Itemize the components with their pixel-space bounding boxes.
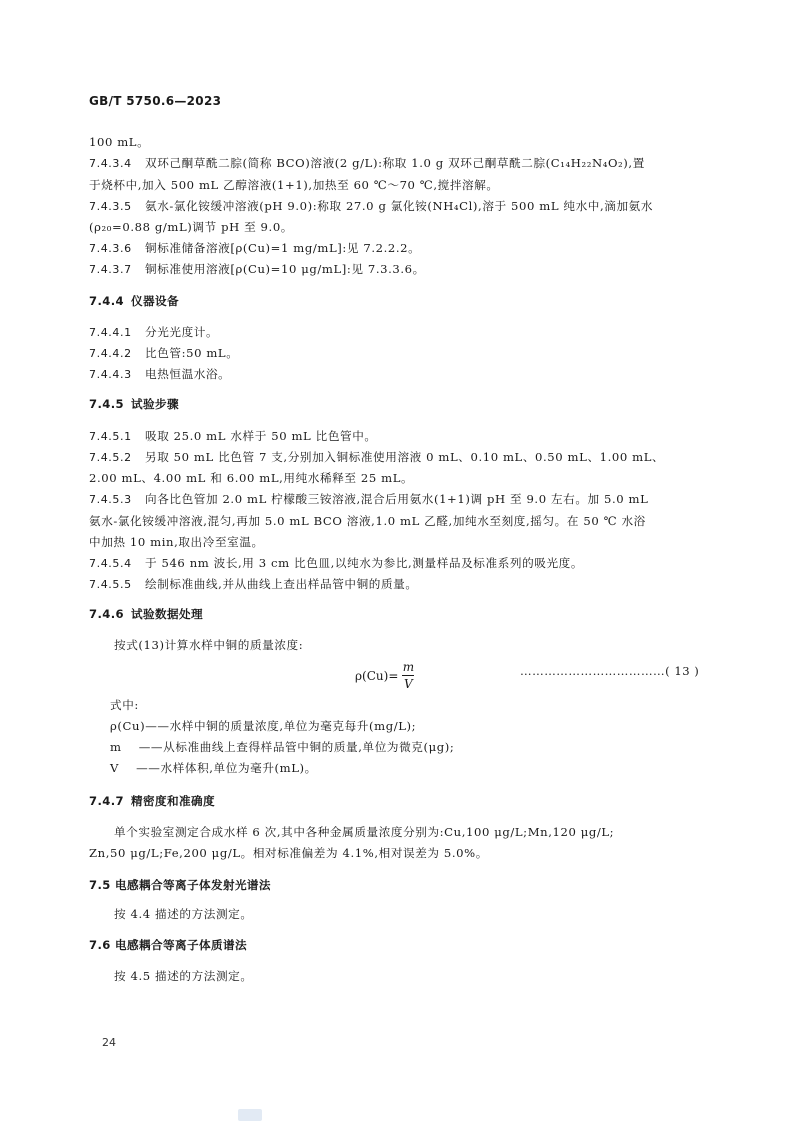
clause-text: 铜标准使用溶液[ρ(Cu)=10 μg/mL]:见 7.3.3.6。	[145, 262, 425, 276]
section-title: 精密度和准确度	[131, 794, 215, 808]
reagent-7435-line2: (ρ₂₀=0.88 g/mL)调节 pH 至 9.0。	[89, 220, 293, 234]
clause-number: 7.4.3.6	[89, 242, 132, 255]
section-number: 7.5	[89, 878, 111, 892]
step-7453-line3: 中加热 10 min,取出冷至室温。	[89, 535, 264, 549]
calc-intro: 按式(13)计算水样中铜的质量浓度:	[114, 638, 304, 652]
step-7451	[89, 428, 377, 444]
clause-text: 向各比色管加 2.0 mL 柠檬酸三铵溶液,混合后用氨水(1+1)调 pH 至 9.0 左右。加 5.0 mL	[145, 492, 649, 506]
section-number: 7.4.7	[89, 794, 125, 808]
formula-fraction	[402, 660, 414, 691]
reagent-7434-line1	[89, 155, 645, 171]
formula-numerator: m	[402, 660, 415, 674]
clause-number: 7.4.5.1	[89, 430, 132, 443]
section-title: 仪器设备	[131, 294, 179, 308]
step-7455	[89, 576, 418, 592]
section-76-text: 按 4.5 描述的方法测定。	[114, 969, 253, 983]
section-heading-747	[89, 793, 215, 809]
formula-lhs: ρ(Cu)=	[355, 668, 399, 683]
section-heading-76	[89, 937, 247, 953]
section-number: 7.4.6	[89, 607, 125, 621]
clause-text: 于 546 nm 波长,用 3 cm 比色皿,以纯水为参比,测量样品及标准系列的吸光度。	[145, 556, 584, 570]
reagent-7434-line2: 于烧杯中,加入 500 mL 乙醇溶液(1+1),加热至 60 ℃～70 ℃,搅拌溶解。	[89, 178, 499, 192]
step-7452-line2: 2.00 mL、4.00 mL 和 6.00 mL,用纯水稀释至 25 mL。	[89, 471, 414, 485]
instrument-7443	[89, 366, 230, 382]
definition-rho: ρ(Cu)——水样中铜的质量浓度,单位为毫克每升(mg/L);	[110, 719, 417, 733]
step-7454	[89, 555, 583, 571]
clause-number: 7.4.4.2	[89, 347, 132, 360]
clause-number: 7.4.5.3	[89, 493, 132, 506]
fraction-bar	[402, 675, 414, 676]
precision-line2: Zn,50 μg/L;Fe,200 μg/L。相对标准偏差为 4.1%,相对误差为 5.0%。	[89, 846, 488, 860]
clause-number: 7.4.3.7	[89, 263, 132, 276]
section-number: 7.4.4	[89, 294, 125, 308]
step-7453-line1	[89, 491, 648, 507]
clause-text: 吸取 25.0 mL 水样于 50 mL 比色管中。	[145, 429, 377, 443]
clause-number: 7.4.4.3	[89, 368, 132, 381]
clause-number: 7.4.5.4	[89, 557, 132, 570]
clause-text: 比色管:50 mL。	[145, 346, 239, 360]
clause-text: 电热恒温水浴。	[145, 367, 231, 381]
section-heading-744	[89, 293, 179, 309]
section-heading-75	[89, 877, 271, 893]
section-number: 7.4.5	[89, 397, 125, 411]
where-label: 式中:	[110, 698, 139, 712]
clause-text: 分光光度计。	[145, 325, 219, 339]
instrument-7442	[89, 345, 238, 361]
clause-number: 7.4.3.5	[89, 200, 132, 213]
section-heading-745	[89, 396, 179, 412]
reagent-7435-line1	[89, 198, 653, 214]
section-number: 7.6	[89, 938, 111, 952]
section-75-text: 按 4.4 描述的方法测定。	[114, 907, 253, 921]
equation-number: ………………………………( 13 )	[520, 664, 700, 678]
section-title: 电感耦合等离子体发射光谱法	[115, 878, 271, 892]
definition-v: V ——水样体积,单位为毫升(mL)。	[110, 761, 317, 775]
section-heading-746	[89, 606, 203, 622]
clause-text: 另取 50 mL 比色管 7 支,分别加入铜标准使用溶液 0 mL、0.10 mL、0.50 mL、1.00 mL、	[145, 450, 665, 464]
formula-denominator: V	[404, 677, 413, 691]
section-title: 电感耦合等离子体质谱法	[115, 938, 247, 952]
instrument-7441	[89, 324, 218, 340]
watermark-logo	[238, 1109, 262, 1121]
page-number: 24	[102, 1036, 116, 1049]
standard-header: GB/T 5750.6—2023	[89, 94, 222, 108]
clause-number: 7.4.4.1	[89, 326, 132, 339]
step-7452-line1	[89, 449, 664, 465]
step-7453-line2: 氨水-氯化铵缓冲溶液,混匀,再加 5.0 mL BCO 溶液,1.0 mL 乙醛,加纯水至刻度,摇匀。在 50 ℃ 水浴	[89, 514, 646, 528]
clause-text: 铜标准储备溶液[ρ(Cu)=1 mg/mL]:见 7.2.2.2。	[145, 241, 421, 255]
clause-text: 氨水-氯化铵缓冲溶液(pH 9.0):称取 27.0 g 氯化铵(NH₄Cl),溶于 500 mL 纯水中,滴加氨水	[145, 199, 654, 213]
clause-number: 7.4.5.5	[89, 578, 132, 591]
clause-text: 双环己酮草酰二腙(简称 BCO)溶液(2 g/L):称取 1.0 g 双环己酮草酰二腙(C₁₄H₂₂N₄O₂),置	[145, 156, 645, 170]
continued-line: 100 mL。	[89, 135, 150, 149]
definition-m: m ——从标准曲线上查得样品管中铜的质量,单位为微克(μg);	[110, 740, 455, 754]
formula-13	[355, 660, 414, 691]
reagent-7436	[89, 240, 420, 256]
section-title: 试验数据处理	[131, 607, 203, 621]
clause-number: 7.4.5.2	[89, 451, 132, 464]
precision-line1: 单个实验室测定合成水样 6 次,其中各种金属质量浓度分别为:Cu,100 μg/L;Mn,120 μg/L;	[114, 825, 615, 839]
section-title: 试验步骤	[131, 397, 179, 411]
reagent-7437	[89, 261, 425, 277]
clause-text: 绘制标准曲线,并从曲线上查出样品管中铜的质量。	[145, 577, 418, 591]
clause-number: 7.4.3.4	[89, 157, 132, 170]
